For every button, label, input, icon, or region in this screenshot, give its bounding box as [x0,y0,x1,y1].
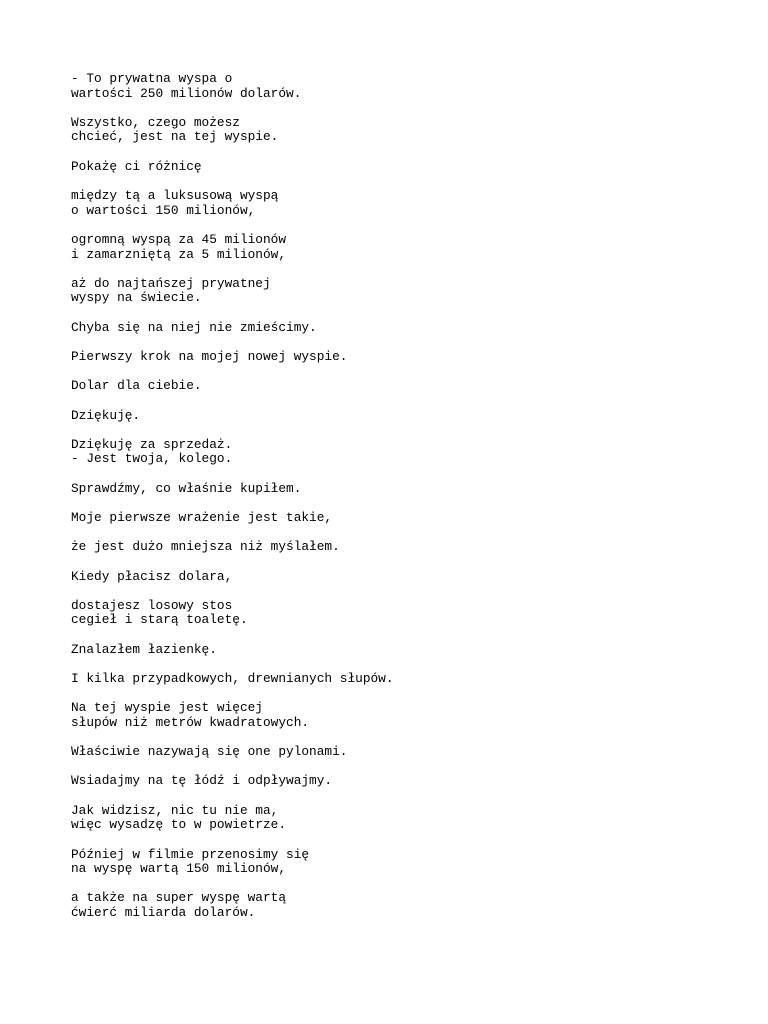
subtitle-line: więc wysadzę to w powietrze. [71,817,287,833]
subtitle-paragraph [71,804,731,833]
subtitle-paragraph [71,350,731,365]
subtitle-line: że jest dużo mniejsza niż myślałem. [71,539,340,555]
subtitle-line: - To prywatna wyspa o [71,71,233,86]
subtitle-line: Moje pierwsze wrażenie jest takie, [71,509,333,525]
subtitle-line: - Jest twoja, kolego. [71,451,233,467]
subtitle-line: aż do najtańszej prywatnej [71,275,271,291]
subtitle-paragraph [71,277,731,306]
document-page [71,72,731,935]
subtitle-line: Pierwszy krok na mojej nowej wyspie. [71,348,348,364]
subtitle-paragraph [71,643,731,658]
subtitle-paragraph [71,482,731,497]
subtitle-paragraph [71,540,731,555]
subtitle-line: chcieć, jest na tej wyspie. [71,129,279,145]
subtitle-paragraph [71,570,731,585]
subtitle-line: słupów niż metrów kwadratowych. [71,714,310,730]
subtitle-line: ogromną wyspą za 45 milionów [71,231,287,247]
subtitle-line: dostajesz losowy stos [71,597,233,613]
subtitle-line: Kiedy płacisz dolara, [71,568,233,584]
subtitle-line: Chyba się na niej nie zmieścimy. [71,319,317,335]
subtitle-paragraph [71,233,731,262]
subtitle-line: wyspy na świecie. [71,290,202,306]
subtitle-line: Dolar dla ciebie. [71,378,202,394]
subtitle-paragraph [71,72,731,101]
subtitle-line: a także na super wyspę wartą [71,890,287,906]
subtitle-line: cegieł i starą toaletę. [71,612,248,628]
subtitle-paragraph [71,116,731,145]
subtitle-paragraph [71,189,731,218]
subtitle-line: Dziękuję. [71,407,141,423]
subtitle-line: na wyspę wartą 150 milionów, [71,861,287,877]
subtitle-line: i zamarzniętą za 5 milionów, [71,246,287,262]
subtitle-line: między tą a luksusową wyspą [71,188,279,204]
subtitle-line: o wartości 150 milionów, [71,202,256,218]
subtitle-paragraph [71,599,731,628]
subtitle-paragraph [71,672,731,687]
subtitle-paragraph [71,409,731,424]
subtitle-paragraph [71,160,731,175]
subtitle-line: ćwierć miliarda dolarów. [71,905,256,920]
subtitle-line: Dziękuję za sprzedaż. [71,436,233,452]
subtitle-paragraph [71,438,731,467]
subtitle-line: Pokażę ci różnicę [71,158,202,174]
subtitle-paragraph [71,745,731,760]
subtitle-line: Właściwie nazywają się one pylonami. [71,744,348,760]
subtitle-line: I kilka przypadkowych, drewnianych słupów. [71,670,394,686]
subtitle-paragraph [71,774,731,789]
subtitle-line: Na tej wyspie jest więcej [71,700,263,716]
subtitle-paragraph [71,701,731,730]
subtitle-line: Później w filmie przenosimy się [71,846,310,862]
subtitle-paragraph [71,511,731,526]
subtitle-paragraph [71,379,731,394]
subtitle-line: Wsiadajmy na tę łódź i odpływajmy. [71,773,333,789]
subtitle-paragraph [71,848,731,877]
subtitle-line: wartości 250 milionów dolarów. [71,85,302,101]
subtitle-line: Znalazłem łazienkę. [71,641,217,657]
subtitle-paragraph [71,891,731,920]
subtitle-line: Jak widzisz, nic tu nie ma, [71,802,279,818]
subtitle-line: Wszystko, czego możesz [71,114,240,130]
subtitle-line: Sprawdźmy, co właśnie kupiłem. [71,480,302,496]
subtitle-paragraph [71,321,731,336]
